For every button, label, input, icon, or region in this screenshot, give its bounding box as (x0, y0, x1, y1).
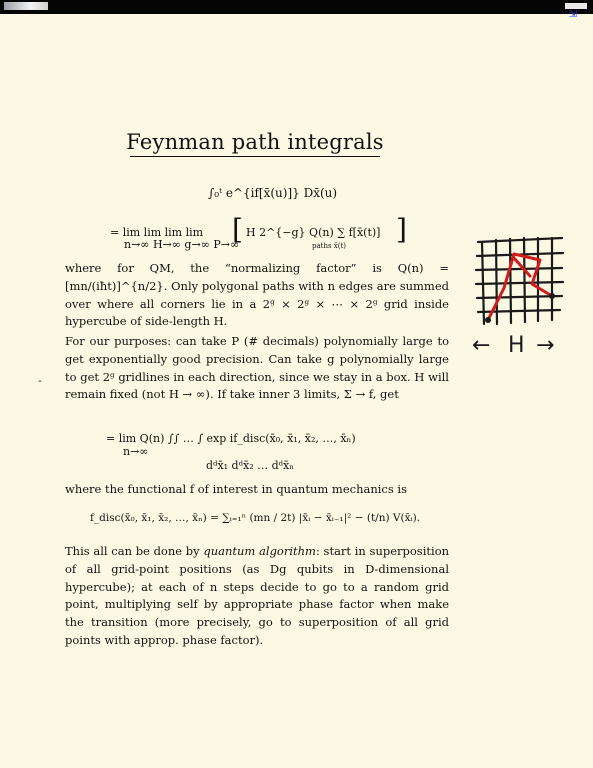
margin-mark: - (38, 374, 42, 387)
sketch-grid (476, 238, 563, 324)
paragraph-purposes (65, 333, 449, 404)
paragraph-quantum-algorithm-text (65, 543, 449, 650)
equation-limits-subscripts: n→∞ H→∞ g→∞ P→∞ (124, 238, 240, 251)
equation-path-integral-subscript: n→∞ (123, 445, 149, 458)
sketch-arrow-left: ← (472, 333, 491, 358)
left-bracket: [ (232, 213, 243, 246)
paragraph-functional-intro-text: where the functional f of interest in quantum mechanics is (65, 482, 408, 496)
right-bracket: ] (396, 213, 407, 246)
equation-limits: = lim lim lim lim (110, 226, 204, 239)
paragraph-normalizing (65, 260, 449, 331)
equation-limits-body: H 2^{−g} Q(n) ∑ f[x̄(t)] (246, 226, 381, 239)
sketch-start-dot (485, 317, 491, 323)
equation-differentials: dᵈx̄₁ dᵈx̄₂ … dᵈx̄ₙ (206, 459, 294, 472)
grid-path-sketch (470, 228, 580, 358)
quantum-algorithm-emphasis: quantum algorithm (203, 544, 316, 558)
equation-path-integral: = lim Q(n) ∫∫ … ∫ exp if_disc(x̄₀, x̄₁, x̄₂, …, x̄ₙ) (106, 432, 356, 445)
paragraph-quantum-algorithm (65, 543, 449, 650)
paragraph-normalizing-text: where for QM, the “normalizing factor” is Q(n) = [mn/(iħt)]^{n/2}. Only polygonal paths with n edges are summed over where all corners lie in a 2ᵍ × 2ᵍ × ⋯ × 2ᵍ grid inside hypercube of side-length H. (65, 261, 449, 329)
top-bar (0, 0, 593, 14)
paragraph-part-b: : start in superposition of all grid-point positions (as Dg qubits in D-dimensional hypercube); at each of n steps decide to go to a random grid point, multiplying self by appropriate phase factor when make the transition (more precisely, go to superposition of all grid points with approp. phase factor). (65, 544, 450, 647)
sketch-label-h: H (508, 333, 525, 358)
paragraph-functional-intro (65, 481, 449, 499)
title-underline (130, 156, 380, 157)
paragraph-purposes-text: For our purposes: can take P (# decimals) polynomially large to get exponentially good precision. Can take g polynomially large to get 2ᵍ gridlines in each direction, since we stay in a box. H will remain fixed (not H → ∞). If take inner 3 limits, Σ → f, get (65, 334, 449, 402)
sum-subscript: paths x̄(t) (312, 242, 347, 250)
top-bar-left-mark (4, 2, 48, 10)
sketch-arrow-right: → (536, 333, 555, 358)
paragraph-part-a: This all can be done by (65, 544, 204, 558)
sketch-end-dot (549, 293, 555, 299)
equation-functional: f_disc(x̄₀, x̄₁, x̄₂, …, x̄ₙ) = ∑ᵢ₌₁ⁿ (mn / 2t) |x̄ᵢ − x̄ᵢ₋₁|² − (t/n) V(x̄ᵢ). (90, 512, 421, 524)
corner-arrow-icon: ⇲ (568, 9, 577, 20)
page-title: Feynman path integrals (126, 130, 384, 154)
equation-integral: ∫₀ᵗ e^{if[x̄(u)]} Dx̄(u) (208, 186, 338, 200)
